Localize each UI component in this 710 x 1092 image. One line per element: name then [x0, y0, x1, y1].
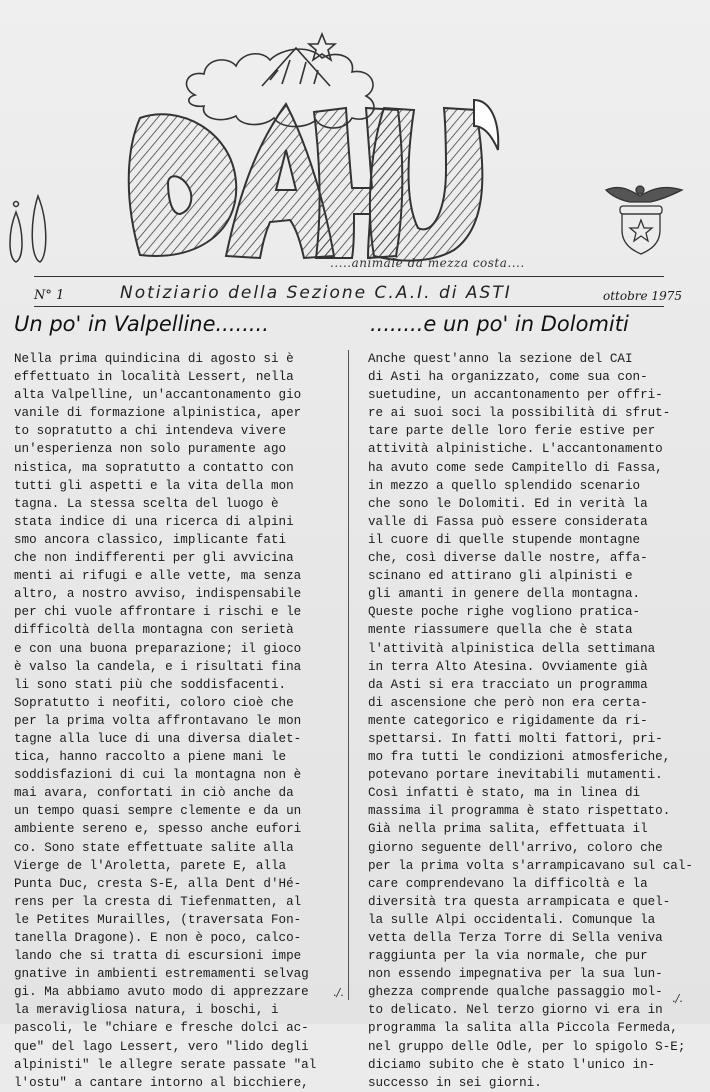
cai-eagle-emblem-icon [606, 186, 682, 254]
text-line: nistica, ma sopratutto a contatto con [14, 460, 294, 475]
text-line: che, così diverse dalle nostre, affa- [368, 551, 648, 566]
dahu-logo [0, 0, 710, 280]
text-line: e con una buona preparazione; il gioco [14, 641, 302, 656]
text-line: il cuore di quelle stupende montagne [368, 532, 641, 547]
text-line: l'attività alpinistica della settimana [368, 641, 656, 656]
text-line: rens per la cresta di Tiefenmatten, al [14, 894, 302, 909]
text-line: tagna. La stessa scelta del luogo è [14, 496, 279, 511]
text-line: to sopratutto a chi intendeva vivere [14, 424, 287, 439]
text-line: un'esperienza non solo puramente ago [14, 442, 287, 457]
text-line: re ai suoi soci la possibilità di sfrut- [368, 406, 671, 421]
text-line: ambiente sereno e, spesso anche eufori [14, 822, 302, 837]
text-line: scinano ed attirano gli alpinisti e [368, 569, 633, 584]
text-line: to delicato. Nel terzo giorno vi era in [368, 1003, 663, 1018]
text-line: Così infatti è stato, ma in linea di [368, 786, 641, 801]
text-line: diciamo subito che è stato l'unico in- [368, 1057, 656, 1072]
text-line: gli amanti in genere della montagna. [368, 587, 641, 602]
text-line: in terra Alto Atesina. Ovviamente già [368, 659, 648, 674]
text-line: mente riassumere quella che è stata [368, 623, 633, 638]
text-line: que" del lago Lessert, vero "lido degli [14, 1039, 309, 1054]
text-line: difficoltà della montagna con serietà [14, 623, 294, 638]
text-line: massima il programma è stato rispettato. [368, 804, 671, 819]
text-line: per la prima volta s'arrampicavano sul cal- [368, 858, 693, 873]
text-line: vanile di formazione alpinistica, aper [14, 406, 302, 421]
text-line: diversità tra questa arrampicata e quel- [368, 894, 671, 909]
text-line: menti ai rifugi e alle vette, ma senza [14, 569, 302, 584]
text-line: stata indice di una ricerca di alpini [14, 514, 294, 529]
text-line: ghezza comprende qualche passaggio mol- [368, 985, 663, 1000]
text-line: per la prima volta affrontavano le mon [14, 713, 302, 728]
left-continuation-mark: ./. [333, 986, 344, 999]
text-line: alpinisti" le allegre serate passate "al [14, 1057, 317, 1072]
text-line: soddisfazioni di cui la montagna non è [14, 768, 302, 783]
text-line: potevano portare inevitabili mutamenti. [368, 768, 663, 783]
logo-letters [129, 100, 498, 261]
text-line: altro, a nostro avviso, indispensabile [14, 587, 302, 602]
issue-number: N° 1 [34, 288, 65, 303]
text-line: tare parte delle loro ferie estive per [368, 424, 656, 439]
newsletter-title: Notiziario della Sezione C.A.I. di ASTI [120, 283, 512, 303]
text-line: Queste poche righe vogliono pratica- [368, 605, 641, 620]
text-line: tanella Dragone). E non è poco, calco- [14, 931, 302, 945]
text-line: la sulle Alpi occidentali. Comunque la [368, 912, 656, 927]
text-line: raggiunta per la via normale, che pur [368, 949, 648, 964]
text-line: tica, hanno raccolto a piene mani le [14, 750, 287, 765]
header-rule-top [34, 276, 664, 277]
text-line: mente categorico e rigidamente da ri- [368, 713, 648, 728]
logo-prefix-il [10, 196, 46, 262]
text-line: effettuato in località Lessert, nella [14, 370, 294, 385]
text-line: alta Valpelline, un'accantonamento gio [14, 388, 302, 403]
text-line: di Asti ha organizzato, come sua con- [368, 370, 648, 385]
text-line: per chi vuole affrontare i rischi e le [14, 605, 302, 620]
tagline: .....animale da mezza costa.... [330, 256, 525, 270]
text-line: tutti gli aspetti e la vita della mon [14, 478, 294, 493]
text-line: l'ostu" a cantare intorno al bicchiere, [14, 1075, 309, 1090]
text-line: Già nella prima salita, effettuata il [368, 822, 648, 837]
text-line: Anche quest'anno la sezione del CAI [368, 352, 633, 366]
text-line: Punta Duc, cresta S-E, alla Dent d'Hé- [14, 876, 302, 891]
text-line: è valso la candela, e i risultati fina [14, 659, 302, 674]
text-line: Nella prima quindicina di agosto si è [14, 352, 294, 366]
text-line: gnative in ambienti estremamenti selvag [14, 967, 309, 982]
text-line: gi. Ma abbiamo avuto modo di apprezzare [14, 985, 309, 1000]
column-divider [348, 350, 349, 1000]
left-article-body [14, 350, 342, 1092]
text-line: valle di Fassa può essere considerata [368, 514, 648, 529]
text-line: li sono stati più che soddisfacenti. [14, 677, 287, 692]
text-line: mai avara, confortati in ciò anche da [14, 786, 294, 801]
text-line: mo fra tutti le condizioni atmosferiche, [368, 750, 671, 765]
header-rule-bottom [34, 306, 664, 307]
masthead [0, 0, 710, 303]
left-article-headline: Un po' in Valpelline........ [14, 312, 269, 336]
text-line: vetta della Terza Torre di Sella veniva [368, 931, 663, 945]
text-line: di ascensione che però non era certa- [368, 695, 648, 710]
text-line: spettarsi. In fatti molti fattori, pri- [368, 731, 663, 746]
text-line: nel gruppo delle Odle, per lo spigolo S-E; [368, 1039, 686, 1054]
text-line: smo ancora classico, implicante fati [14, 532, 287, 547]
issue-date: ottobre 1975 [603, 289, 682, 303]
text-line: che sono le Dolomiti. Ed in verità la [368, 496, 648, 511]
text-line: un tempo quasi sempre clemente e da un [14, 804, 302, 819]
text-line: successo in sei giorni. [368, 1075, 542, 1090]
text-line: pascoli, le "chiare e fresche dolci ac- [14, 1021, 309, 1036]
text-line: tagne alla luce di una diversa dialet- [14, 731, 302, 746]
text-line: Sopratutto i neofiti, coloro cioè che [14, 695, 294, 710]
text-line: da Asti si era tracciato un programma [368, 677, 648, 692]
right-article-body [368, 350, 704, 1092]
text-line: lando che si tratta di escursioni impe [14, 949, 302, 964]
text-line: giorno seguente dell'arrivo, coloro che [368, 840, 663, 855]
text-line: le Petites Murailles, (traversata Fon- [14, 912, 302, 927]
text-line: non essendo impegnativa per la sua lun- [368, 967, 663, 982]
text-line: ha avuto come sede Campitello di Fassa, [368, 460, 663, 475]
right-continuation-mark: ./. [672, 992, 683, 1005]
text-line: co. Sono state effettuate salite alla [14, 840, 294, 855]
text-line: programma la salita alla Piccola Fermeda, [368, 1021, 678, 1036]
text-line: care comprendevano la difficoltà e la [368, 876, 648, 891]
text-line: la meravigliosa natura, i boschi, i [14, 1003, 279, 1018]
text-line: Vierge de l'Aroletta, parete E, alla [14, 858, 287, 873]
text-line: suetudine, un accantonamento per offri- [368, 388, 663, 403]
text-line: attività alpinistiche. L'accantonamento [368, 442, 663, 457]
text-line: in mezzo a quello splendido scenario [368, 478, 641, 493]
text-line: che non indifferenti per gli avvicina [14, 551, 294, 566]
right-article-headline: ........e un po' in Dolomiti [370, 312, 629, 336]
